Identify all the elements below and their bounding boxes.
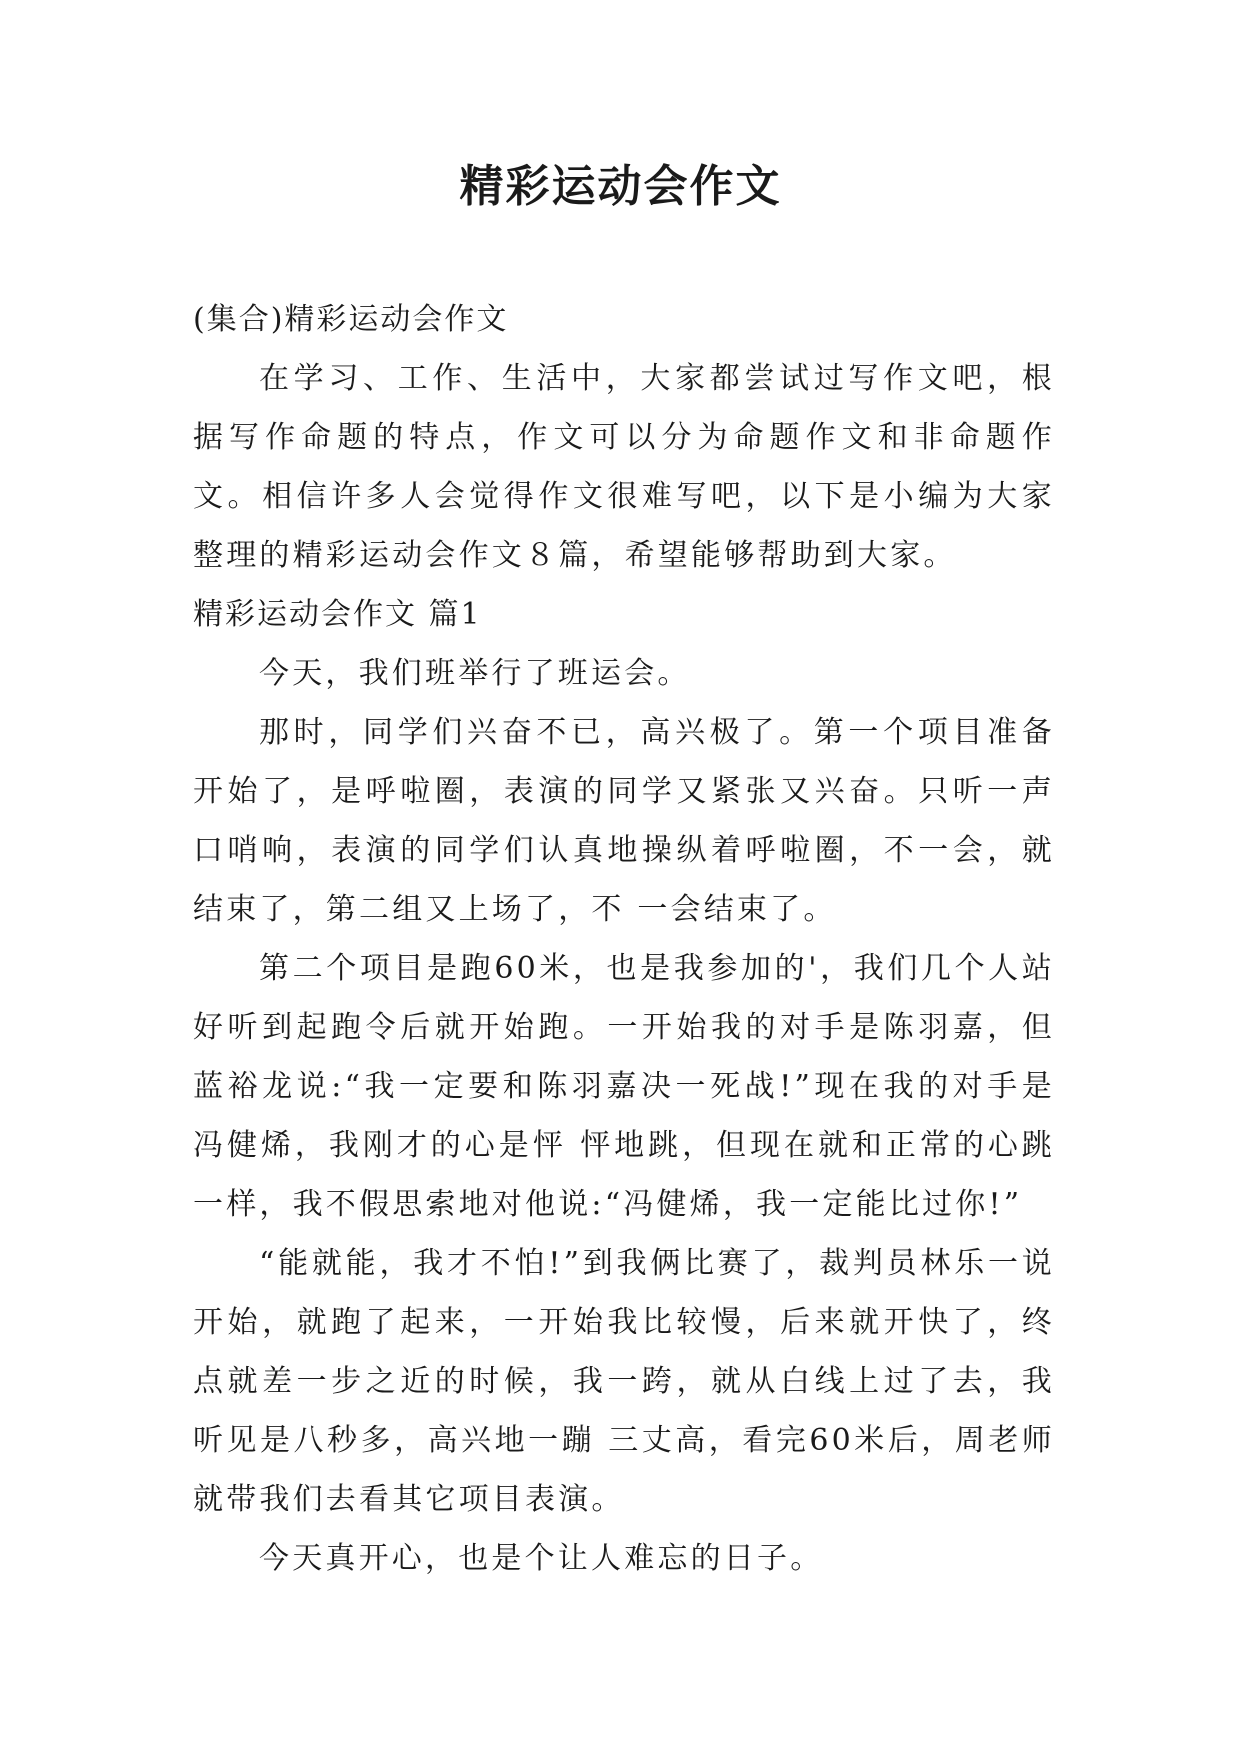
- essay-heading: 精彩运动会作文 篇1: [193, 597, 482, 632]
- essay-paragraph: 今天，我们班举行了班运会。: [259, 656, 691, 691]
- essay-paragraph: 今天真开心，也是个让人难忘的日子。: [259, 1541, 824, 1576]
- essay-paragraph: “能就能，我才不怕!”到我俩比赛了，裁判员林乐一说开始，就跑了起来，一开始我比较慢，后来就开快了，终点就差一步之近的时候，我一跨，就从白线上过了去，我听见是八秒多，高兴地一蹦 三丈高，看完60米后，周老师就带我们去看其它项目表演。: [193, 1246, 1055, 1517]
- collection-heading: (集合)精彩运动会作文: [193, 302, 509, 337]
- document-body: [193, 290, 1055, 1588]
- document-title: 精彩运动会作文: [459, 161, 782, 212]
- intro-paragraph: 在学习、工作、生活中，大家都尝试过写作文吧，根据写作命题的特点，作文可以分为命题作文和非命题作文。相信许多人会觉得作文很难写吧，以下是小编为大家整理的精彩运动会作文８篇，希望能够帮助到大家。: [193, 361, 1055, 573]
- essay-paragraph: 第二个项目是跑60米，也是我参加的'，我们几个人站好听到起跑令后就开始跑。一开始我的对手是陈羽嘉，但蓝裕龙说:“我一定要和陈羽嘉决一死战!”现在我的对手是冯健烯，我刚才的心是怦 怦地跳，但现在就和正常的心跳一样，我不假思索地对他说:“冯健烯，我一定能比过你!”: [193, 951, 1055, 1222]
- essay-paragraph: 那时，同学们兴奋不已，高兴极了。第一个项目准备开始了，是呼啦圈，表演的同学又紧张又兴奋。只听一声口哨响，表演的同学们认真地操纵着呼啦圈，不一会，就结束了，第二组又上场了，不 一会结束了。: [193, 715, 1055, 927]
